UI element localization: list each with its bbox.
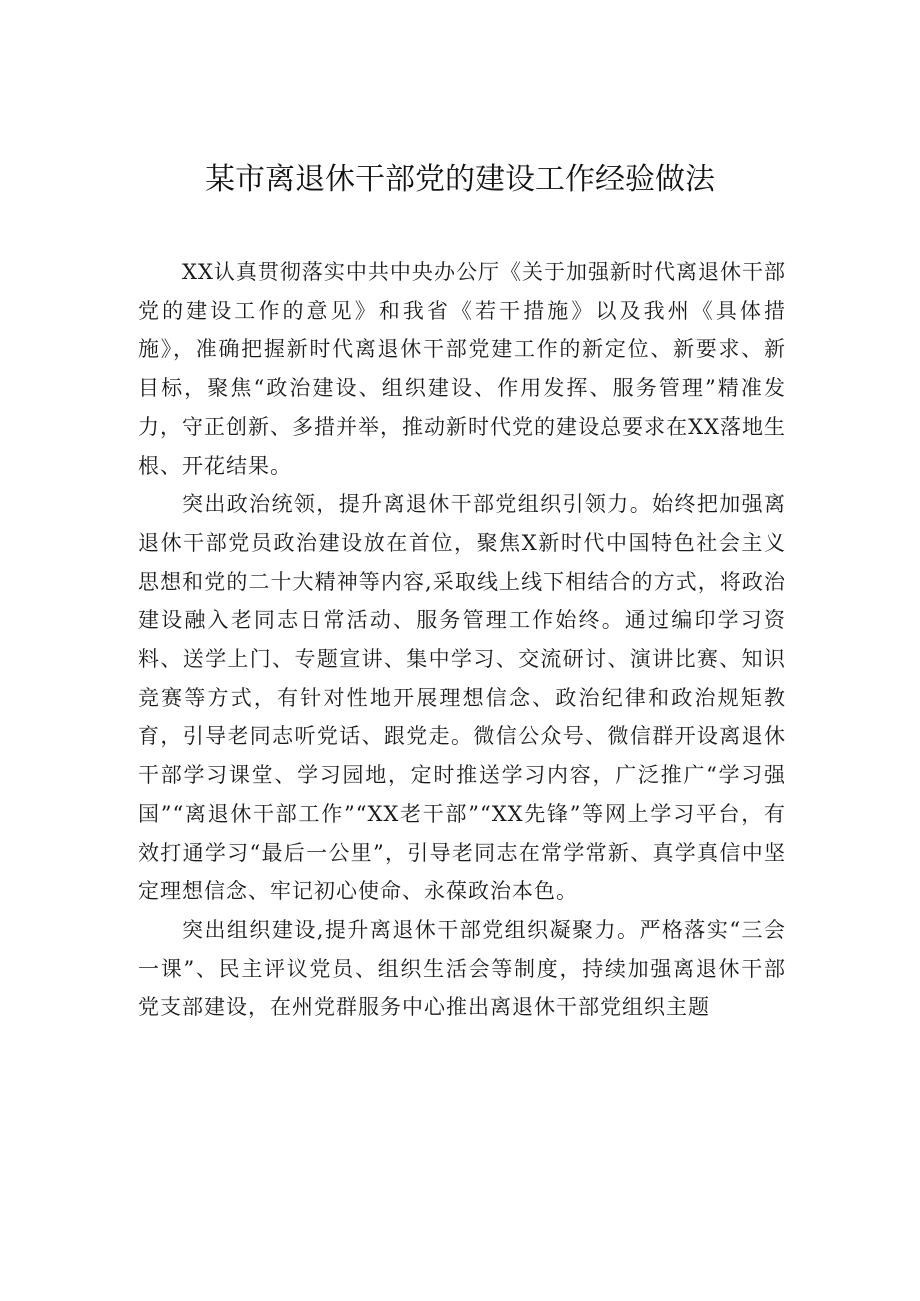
paragraph-organization-building: 突出组织建设,提升离退休干部党组织凝聚力。严格落实“三会一课”、民主评议党员、组织生活会等制度，持续加强离退休干部党支部建设，在州党群服务中心推出离退休干部党组织主题 xyxy=(138,917,786,1020)
document-title: 某市离退休干部党的建设工作经验做法 xyxy=(205,162,715,197)
document-body xyxy=(138,253,786,1027)
paragraph-intro: XX认真贯彻落实中共中央办公厅《关于加强新时代离退休干部党的建设工作的意见》和我省《若干措施》以及我州《具体措施》，准确把握新时代离退休干部党建工作的新定位、新要求、新目标，聚焦“政治建设、组织建设、作用发挥、服务管理”精准发力，守正创新、多措并举，推动新时代党的建设总要求在XX落地生根、开花结果。 xyxy=(138,260,786,478)
paragraph-political-leadership: 突出政治统领，提升离退休干部党组织引领力。始终把加强离退休干部党员政治建设放在首位，聚焦X新时代中国特色社会主义思想和党的二十大精神等内容,采取线上线下相结合的方式，将政治建设融入老同志日常活动、服务管理工作始终。通过编印学习资料、送学上门、专题宣讲、集中学习、交流研讨、演讲比赛、知识竞赛等方式，有针对性地开展理想信念、政治纪律和政治规矩教育，引导老同志听党话、跟党走。微信公众号、微信群开设离退休干部学习课堂、学习园地，定时推送学习内容，广泛推广“学习强国”“离退休干部工作”“XX老干部”“XX先锋”等网上学习平台，有效打通学习“最后一公里”，引导老同志在常学常新、真学真信中坚定理想信念、牢记初心使命、永葆政治本色。 xyxy=(138,492,786,904)
